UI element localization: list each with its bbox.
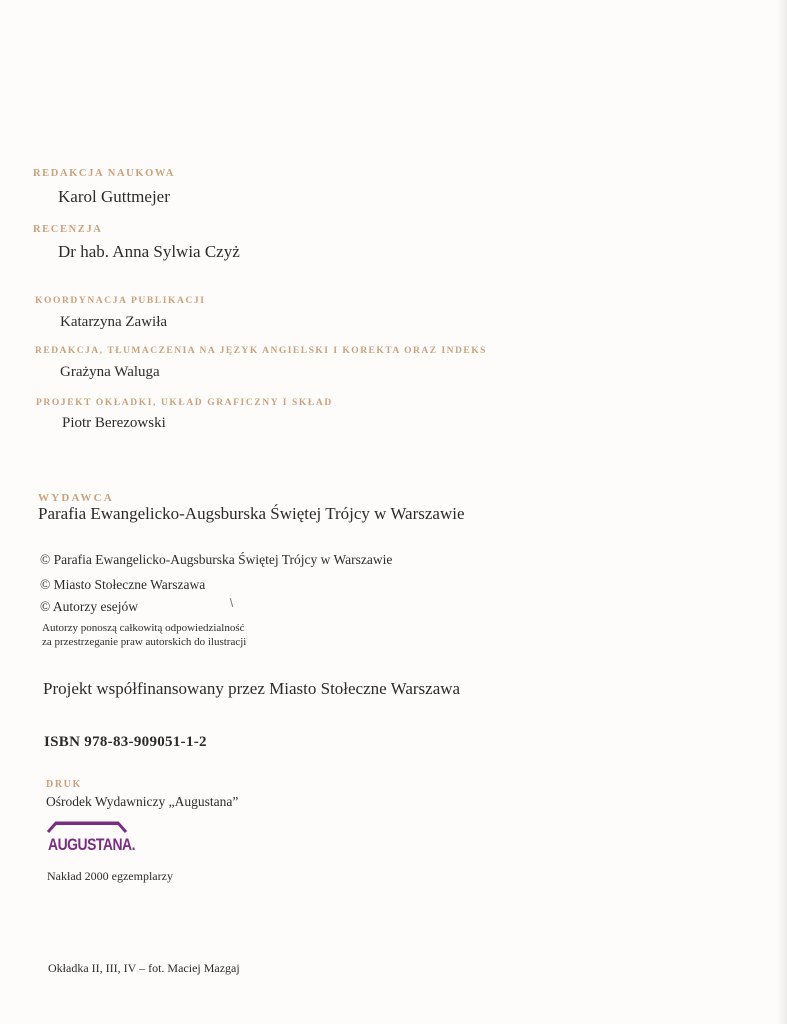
coordination-label: KOORDYNACJA PUBLIKACJI <box>35 296 206 306</box>
printer-name: Ośrodek Wydawniczy „Augustana” <box>46 794 239 809</box>
coordination-name: Katarzyna Zawiła <box>60 314 168 330</box>
augustana-logo <box>46 820 135 858</box>
editing-label: REDAKCJA, TŁUMACZENIA NA JĘZYK ANGIELSKI I KOREKTA ORAZ INDEKS <box>35 346 487 356</box>
design-name: Piotr Berezowski <box>62 415 166 431</box>
editing-name: Grażyna Waluga <box>60 364 160 380</box>
print-run: Nakład 2000 egzemplarzy <box>47 869 173 883</box>
rights-note-line-2: za przestrzeganie praw autorskich do ilustracji <box>42 636 247 648</box>
logo-wordmark: AUGUSTANA. <box>48 835 135 854</box>
review-label: RECENZJA <box>33 224 103 235</box>
page-edge <box>777 0 787 1024</box>
isbn: ISBN 978-83-909051-1-2 <box>44 734 207 750</box>
logo-roof-icon <box>46 820 128 836</box>
publisher-label: WYDAWCA <box>38 492 114 504</box>
cover-photo-credit: Okładka II, III, IV – fot. Maciej Mazgaj <box>48 961 240 975</box>
review-name: Dr hab. Anna Sylwia Czyż <box>58 242 240 261</box>
print-label: DRUK <box>46 779 82 790</box>
copyright-line-3: © Autorzy esejów <box>40 599 138 614</box>
copyright-line-2: © Miasto Stołeczne Warszawa <box>40 577 206 592</box>
rights-note-line-1: Autorzy ponoszą całkowitą odpowiedzialność <box>42 622 245 634</box>
copyright-line-1: © Parafia Ewangelicko-Augsburska Świętej Trójcy w Warszawie <box>40 552 393 567</box>
scientific-editor-label: REDAKCJA NAUKOWA <box>33 168 175 179</box>
funding-statement: Projekt współfinansowany przez Miasto Stołeczne Warszawa <box>43 679 461 698</box>
design-label: PROJEKT OKŁADKI, UKŁAD GRAFICZNY I SKŁAD <box>36 398 333 408</box>
stray-mark <box>230 598 233 607</box>
scientific-editor-name: Karol Guttmejer <box>58 187 170 206</box>
publisher-name: Parafia Ewangelicko-Augsburska Świętej Trójcy w Warszawie <box>38 504 465 523</box>
